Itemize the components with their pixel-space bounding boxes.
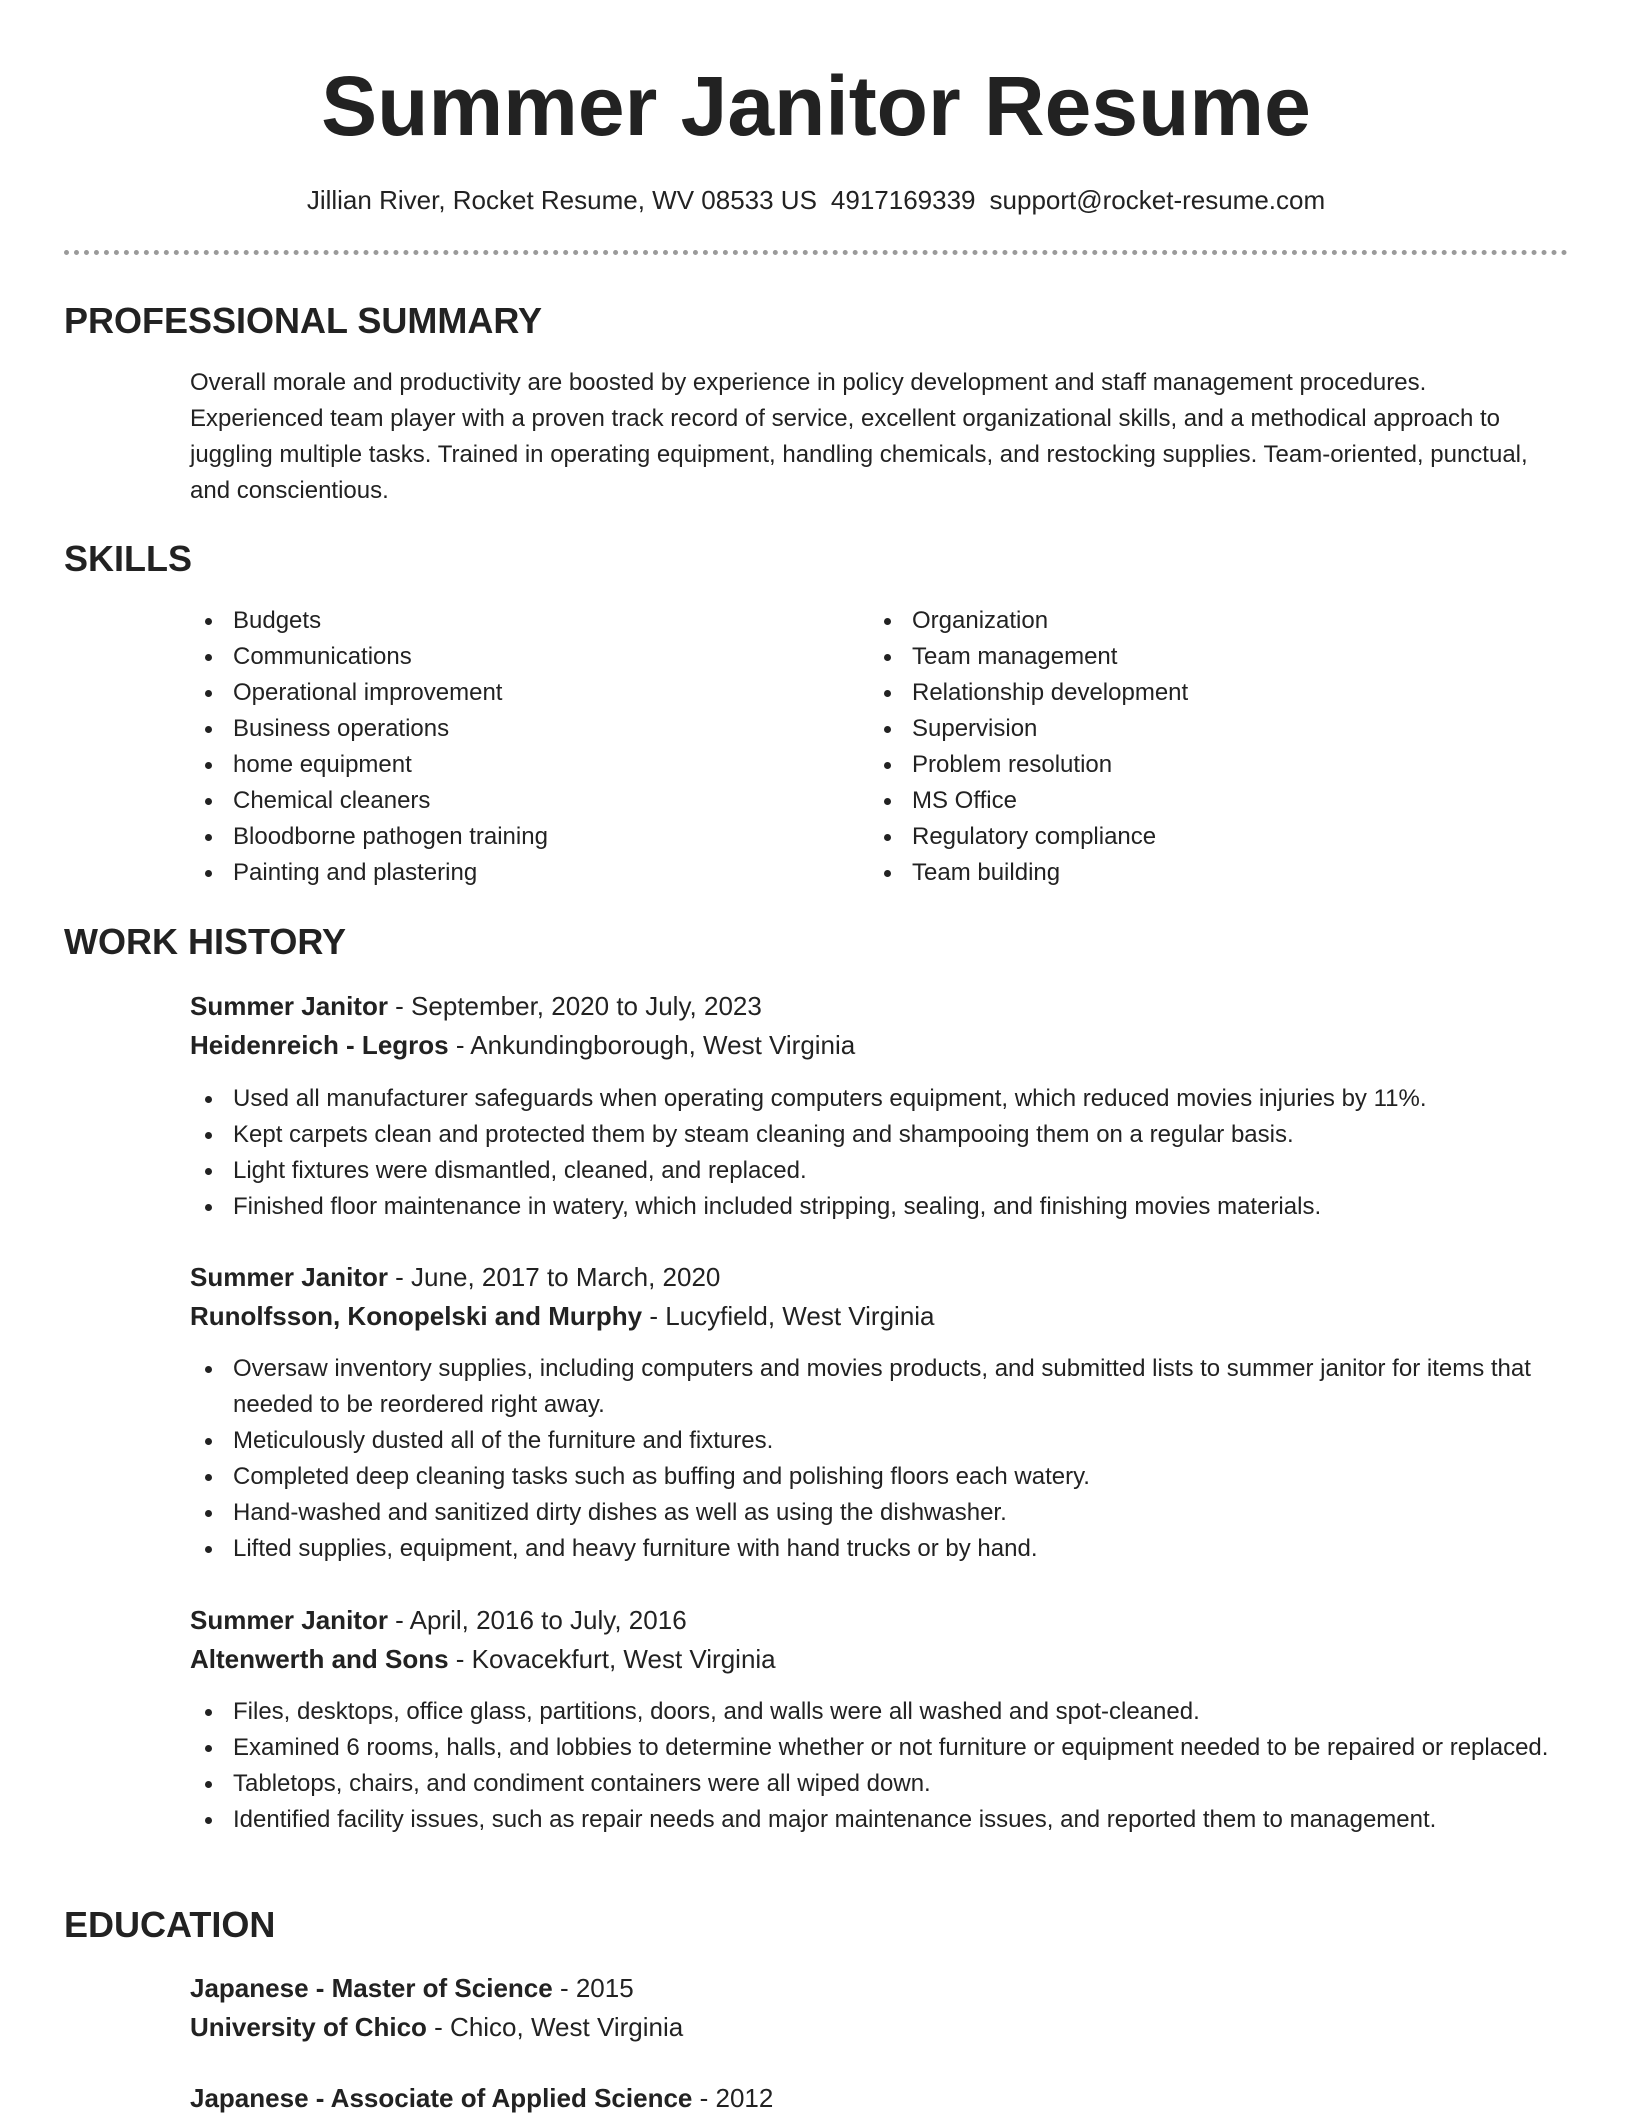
contact-email: support@rocket-resume.com — [989, 185, 1326, 215]
skill-item: Team building — [869, 855, 1489, 891]
skill-item: Painting and plastering — [190, 855, 810, 891]
job-duty: Tabletops, chairs, and condiment containers were all wiped down. — [190, 1766, 1560, 1802]
skill-item: Regulatory compliance — [869, 819, 1489, 855]
contact-line — [0, 184, 1632, 216]
job-duties-list — [190, 1351, 1560, 1567]
job-duty: Identified facility issues, such as repair needs and major maintenance issues, and reported them to management. — [190, 1802, 1560, 1838]
job-duty: Light fixtures were dismantled, cleaned, and replaced. — [190, 1153, 1560, 1189]
job-title: Summer Janitor — [190, 991, 388, 1021]
skills-list-right — [869, 603, 1489, 891]
job-title: Summer Janitor — [190, 1262, 388, 1292]
job-dates: - April, 2016 to July, 2016 — [387, 1605, 687, 1635]
skill-item: Supervision — [869, 711, 1489, 747]
education-heading: EDUCATION — [64, 1904, 276, 1945]
job-location: - Kovacekfurt, West Virginia — [448, 1644, 776, 1674]
job-duty: Finished floor maintenance in watery, which included stripping, sealing, and finishing movies materials. — [190, 1189, 1560, 1225]
skill-item: Business operations — [190, 711, 810, 747]
job-title-line — [190, 1258, 1560, 1296]
education-year: - 2012 — [692, 2083, 774, 2113]
skills-heading: SKILLS — [64, 538, 193, 579]
job-title: Summer Janitor — [190, 1605, 388, 1635]
education-degree-line — [190, 2079, 1560, 2117]
job-duty: Completed deep cleaning tasks such as buffing and polishing floors each watery. — [190, 1459, 1560, 1495]
job-location: - Ankundingborough, West Virginia — [448, 1030, 856, 1060]
job-duty: Meticulously dusted all of the furniture and fixtures. — [190, 1423, 1560, 1459]
skill-item: home equipment — [190, 747, 810, 783]
summary-heading: PROFESSIONAL SUMMARY — [64, 300, 543, 341]
education-year: - 2015 — [552, 1973, 634, 2003]
job-company-line — [190, 1026, 1560, 1064]
education-location: - Chico, West Virginia — [426, 2012, 684, 2042]
job-duty: Examined 6 rooms, halls, and lobbies to determine whether or not furniture or equipment needed to be repaired or replaced. — [190, 1730, 1560, 1766]
job-duties-list — [190, 1081, 1560, 1225]
job-dates: - June, 2017 to March, 2020 — [387, 1262, 721, 1292]
education-degree: Japanese - Master of Science — [190, 1973, 553, 2003]
contact-phone: 4917169339 — [830, 185, 976, 215]
job-company: Altenwerth and Sons — [190, 1644, 449, 1674]
job-company-line — [190, 1297, 1560, 1335]
education-school: University of Chico — [190, 2012, 427, 2042]
skill-item: Organization — [869, 603, 1489, 639]
education-degree: Japanese - Associate of Applied Science — [190, 2083, 693, 2113]
job-company: Heidenreich - Legros — [190, 1030, 449, 1060]
job-company-line — [190, 1640, 1560, 1678]
skill-item: Team management — [869, 639, 1489, 675]
education-school-line — [190, 2008, 1560, 2046]
job-title-line — [190, 1601, 1560, 1639]
job-duties-list — [190, 1694, 1560, 1838]
job-duty: Kept carpets clean and protected them by steam cleaning and shampooing them on a regular basis. — [190, 1117, 1560, 1153]
job-title-line — [190, 987, 1560, 1025]
skill-item: Relationship development — [869, 675, 1489, 711]
job-duty: Hand-washed and sanitized dirty dishes as well as using the dishwasher. — [190, 1495, 1560, 1531]
skill-item: Chemical cleaners — [190, 783, 810, 819]
job-duty: Lifted supplies, equipment, and heavy furniture with hand trucks or by hand. — [190, 1531, 1560, 1567]
job-duty: Files, desktops, office glass, partitions, doors, and walls were all washed and spot-cleaned. — [190, 1694, 1560, 1730]
job-dates: - September, 2020 to July, 2023 — [387, 991, 762, 1021]
skill-item: Bloodborne pathogen training — [190, 819, 810, 855]
skill-item: Problem resolution — [869, 747, 1489, 783]
contact-address: Jillian River, Rocket Resume, WV 08533 US — [306, 185, 817, 215]
header-divider — [64, 250, 1568, 255]
job-duty: Used all manufacturer safeguards when operating computers equipment, which reduced movies injuries by 11%. — [190, 1081, 1560, 1117]
work-history-heading: WORK HISTORY — [64, 921, 347, 962]
skill-item: MS Office — [869, 783, 1489, 819]
skill-item: Operational improvement — [190, 675, 810, 711]
education-degree-line — [190, 1969, 1560, 2007]
skill-item: Budgets — [190, 603, 810, 639]
job-location: - Lucyfield, West Virginia — [642, 1301, 935, 1331]
skills-list-left — [190, 603, 810, 891]
job-company: Runolfsson, Konopelski and Murphy — [190, 1301, 643, 1331]
skill-item: Communications — [190, 639, 810, 675]
job-duty: Oversaw inventory supplies, including computers and movies products, and submitted lists to summer janitor for items that needed to be reordered right away. — [190, 1351, 1560, 1423]
summary-text: Overall morale and productivity are boosted by experience in policy development and staff management procedures. Experienced team player with a proven track record of service, excellent organizational skills, and a methodical approach to juggling multiple tasks. Trained in operating equipment, handling chemicals, and restocking supplies. Team-oriented, punctual, and conscientious. — [190, 369, 1528, 504]
resume-title: Summer Janitor Resume — [321, 59, 1311, 153]
